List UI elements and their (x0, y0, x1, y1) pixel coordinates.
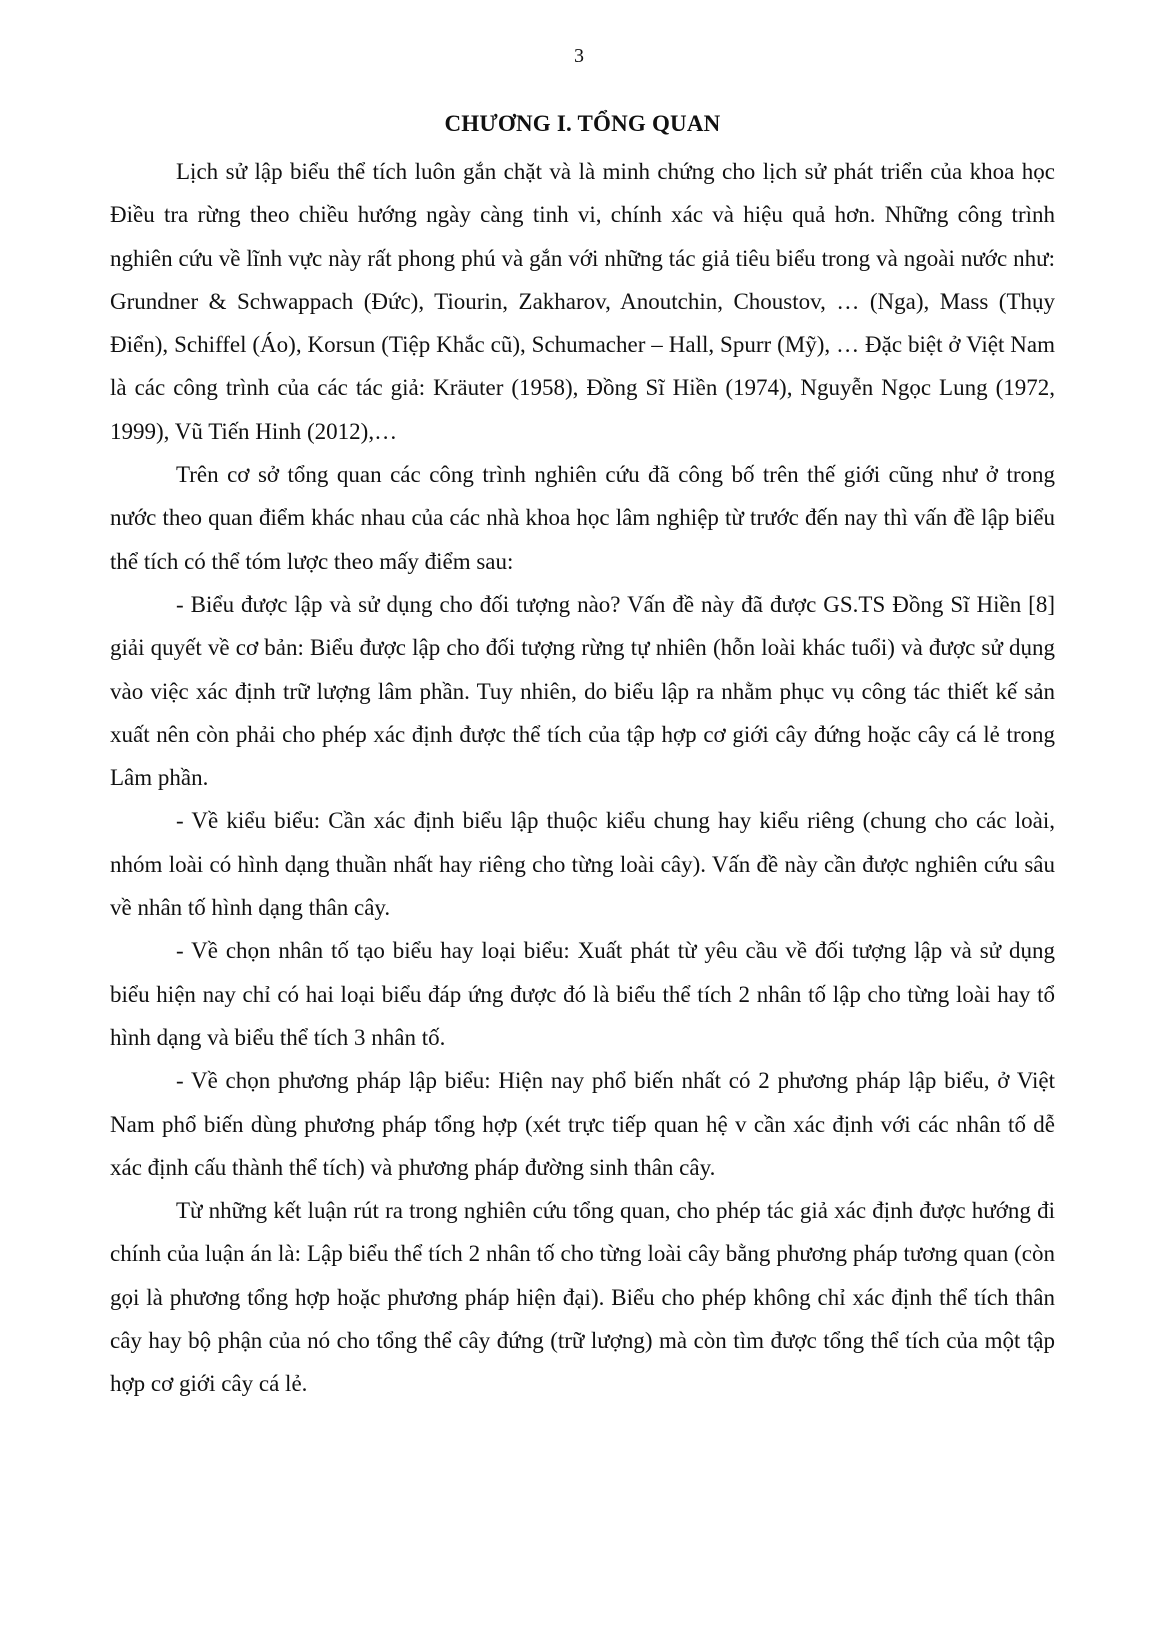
paragraph-history: Lịch sử lập biểu thể tích luôn gắn chặt và là minh chứng cho lịch sử phát triển của khoa học Điều tra rừng theo chiều hướng ngày càng tinh vi, chính xác và hiệu quả hơn. Những công trình nghiên cứu về lĩnh vực này rất phong phú và gắn với những tác giả tiêu biểu trong và ngoài nước như: Grundner & Schwappach (Đức), Tiourin, Zakharov, Anoutchin, Choustov, … (Nga), Mass (Thụy Điển), Schiffel (Áo), Korsun (Tiệp Khắc cũ), Schumacher – Hall, Spurr (Mỹ), … Đặc biệt ở Việt Nam là các công trình của các tác giả: Kräuter (1958), Đồng Sĩ Hiền (1974), Nguyễn Ngọc Lung (1972, 1999), Vũ Tiến Hinh (2012),… (110, 159, 1055, 444)
paragraph-point-table-type: - Về kiểu biểu: Cần xác định biểu lập thuộc kiểu chung hay kiểu riêng (chung cho các loài, nhóm loài có hình dạng thuần nhất hay riêng cho từng loài cây). Vấn đề này cần được nghiên cứu sâu về nhân tố hình dạng thân cây. (110, 808, 1055, 921)
paragraph-overview-basis: Trên cơ sở tổng quan các công trình nghiên cứu đã công bố trên thế giới cũng như ở trong nước theo quan điểm khác nhau của các nhà khoa học lâm nghiệp từ trước đến nay thì vấn đề lập biểu thể tích có thể tóm lược theo mấy điểm sau: (110, 462, 1055, 574)
paragraph-point-target-object: - Biểu được lập và sử dụng cho đối tượng nào? Vấn đề này đã được GS.TS Đồng Sĩ Hiền [8] giải quyết về cơ bản: Biểu được lập cho đối tượng rừng tự nhiên (hỗn loài khác tuổi) và được sử dụng vào việc xác định trữ lượng lâm phần. Tuy nhiên, do biểu lập ra nhằm phục vụ công tác thiết kế sản xuất nên còn phải cho phép xác định được thể tích của tập hợp cơ giới cây đứng hoặc cây cá lẻ trong Lâm phần. (110, 591, 1055, 791)
chapter-title: CHƯƠNG I. TỔNG QUAN (444, 111, 721, 136)
page-number: 3 (574, 45, 584, 67)
paragraph-point-factor-choice: - Về chọn nhân tố tạo biểu hay loại biểu: Xuất phát từ yêu cầu về đối tượng lập và sử dụng biểu hiện nay chỉ có hai loại biểu đáp ứng được đó là biểu thể tích 2 nhân tố lập cho từng loài hay tổ hình dạng và biểu thể tích 3 nhân tố. (110, 938, 1055, 1050)
paragraph-conclusion: Từ những kết luận rút ra trong nghiên cứu tổng quan, cho phép tác giả xác định được hướng đi chính của luận án là: Lập biểu thể tích 2 nhân tố cho từng loài cây bằng phương pháp tương quan (còn gọi là phương tổng hợp hoặc phương pháp hiện đại). Biểu cho phép không chỉ xác định thể tích thân cây hay bộ phận của nó cho tổng thể cây đứng (trữ lượng) mà còn tìm được tổng thể tích của một tập hợp cơ giới cây cá lẻ. (110, 1198, 1055, 1397)
paragraph-point-method-choice: - Về chọn phương pháp lập biểu: Hiện nay phổ biến nhất có 2 phương pháp lập biểu, ở Việt Nam phổ biến dùng phương pháp tổng hợp (xét trực tiếp quan hệ v cần xác định với các nhân tố dễ xác định cấu thành thể tích) và phương pháp đường sinh thân cây. (110, 1068, 1055, 1180)
page-content (110, 108, 1055, 1406)
